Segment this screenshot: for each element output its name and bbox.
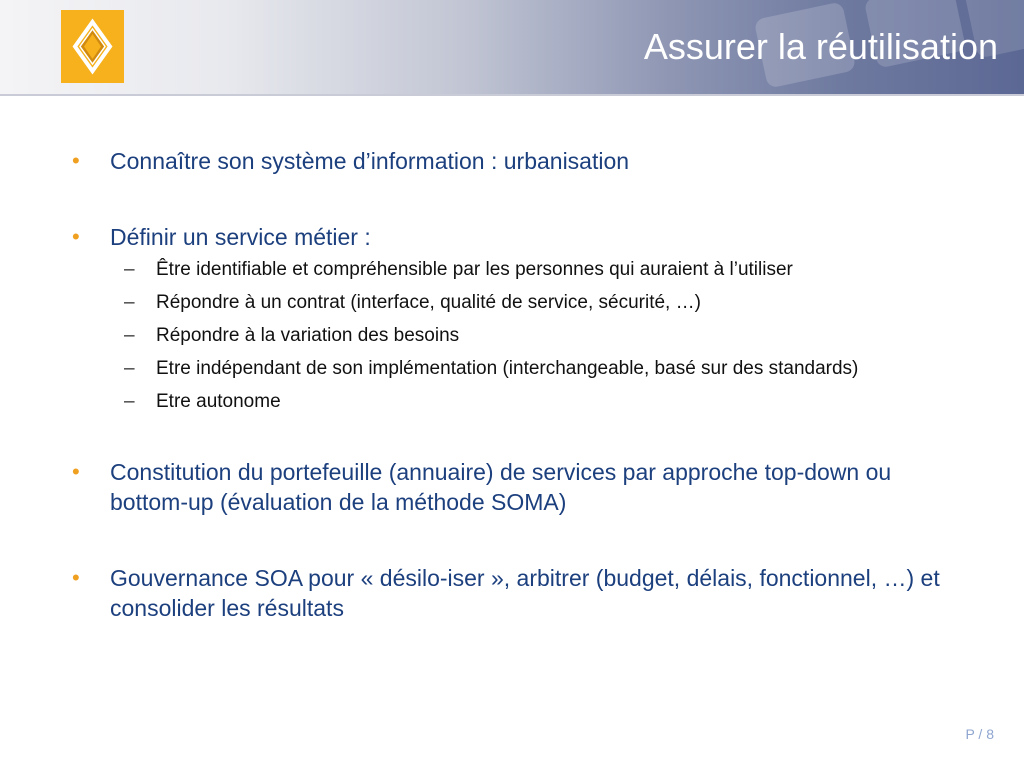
bullet-item xyxy=(70,222,950,252)
sub-bullet-item xyxy=(70,256,950,283)
bullet-text: Constitution du portefeuille (annuaire) de services par approche top-down ou bottom-up (évaluation de la méthode SOMA) xyxy=(110,459,892,515)
bullet-dot-icon: • xyxy=(72,565,80,590)
dash-icon: – xyxy=(124,358,135,379)
bullet-text: Gouvernance SOA pour « désilo-iser », arbitrer (budget, délais, fonctionnel, …) et consolider les résultats xyxy=(110,565,940,621)
bullet-dot-icon: • xyxy=(72,459,80,484)
dash-icon: – xyxy=(124,391,135,412)
dash-icon: – xyxy=(124,259,135,280)
slide-header xyxy=(0,0,1024,94)
bullet-text: Connaître son système d’information : urbanisation xyxy=(110,148,630,174)
renault-diamond-logo-icon xyxy=(61,10,124,83)
bullet-item xyxy=(70,457,950,517)
renault-logo xyxy=(61,10,124,83)
bullet-item xyxy=(70,146,950,176)
dash-icon: – xyxy=(124,325,135,346)
sub-bullet-text: Répondre à la variation des besoins xyxy=(156,325,460,346)
slide-title: Assurer la réutilisation xyxy=(643,26,998,67)
sub-bullet-item xyxy=(70,355,950,382)
bullet-dot-icon: • xyxy=(72,224,80,249)
dash-icon: – xyxy=(124,292,135,313)
bullet-text: Définir un service métier : xyxy=(110,224,371,250)
header-divider xyxy=(0,94,1024,96)
bullet-item xyxy=(70,563,950,623)
sub-bullet-text: Être identifiable et compréhensible par les personnes qui auraient à l’utiliser xyxy=(156,259,793,280)
sub-bullet-text: Etre autonome xyxy=(156,391,281,412)
sub-bullet-item xyxy=(70,388,950,415)
bullet-dot-icon: • xyxy=(72,148,80,173)
page-number: P / 8 xyxy=(965,726,994,742)
sub-bullet-text: Répondre à un contrat (interface, qualité de service, sécurité, …) xyxy=(156,292,701,313)
bullet-list xyxy=(70,146,950,623)
sub-bullet-text: Etre indépendant de son implémentation (interchangeable, basé sur des standards) xyxy=(156,358,859,379)
sub-bullet-item xyxy=(70,289,950,316)
sub-bullet-item xyxy=(70,322,950,349)
